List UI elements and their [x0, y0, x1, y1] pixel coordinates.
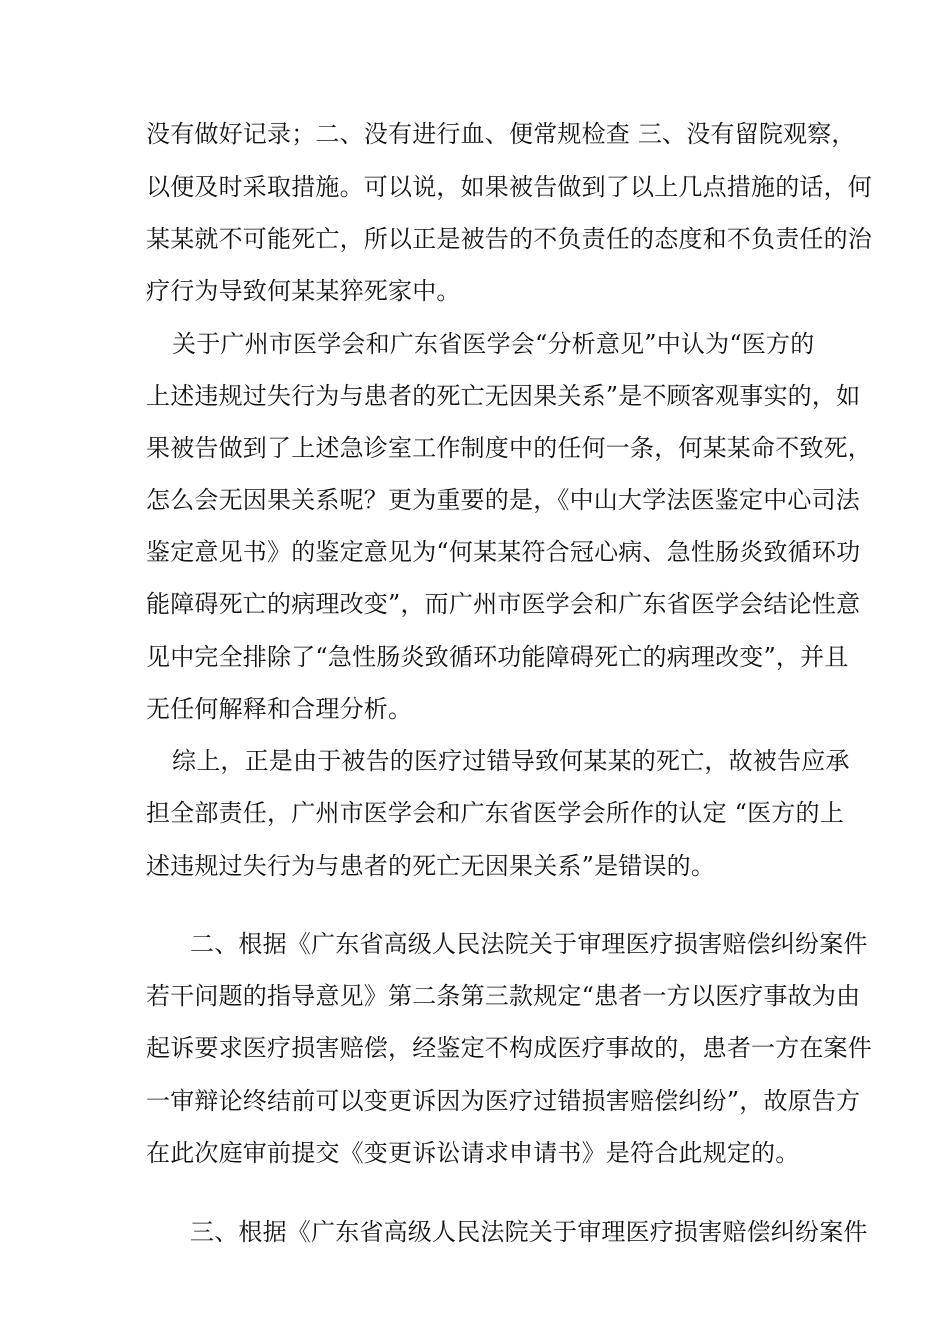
text-line: 起诉要求医疗损害赔偿，经鉴定不构成医疗事故的，患者一方在案件: [146, 1034, 872, 1062]
text-line: 综上，正是由于被告的医疗过错导致何某某的死亡，故被告应承: [172, 747, 850, 775]
text-line: 述违规过失行为与患者的死亡无因果关系”是错误的。: [146, 852, 716, 880]
text-line: 能障碍死亡的病理改变”，而广州市医学会和广东省医学会结论性意: [146, 590, 861, 618]
text-line: 没有做好记录；二、没有进行血、便常规检查 三、没有留院观察，: [146, 120, 856, 148]
text-line: 果被告做到了上述急诊室工作制度中的任何一条，何某某命不致死，: [146, 434, 872, 462]
text-line: 怎么会无因果关系呢？更为重要的是，《中山大学法医鉴定中心司法: [146, 486, 860, 514]
text-line: 在此次庭审前提交《变更诉讼请求申请书》是符合此规定的。: [146, 1139, 800, 1167]
text-line: 二、根据《广东省高级人民法院关于审理医疗损害赔偿纠纷案件: [190, 930, 868, 958]
text-line: 无任何解释和合理分析。: [146, 695, 413, 723]
text-line: 以便及时采取措施。可以说，如果被告做到了以上几点措施的话，何: [146, 173, 872, 201]
text-line: 关于广州市医学会和广东省医学会“分析意见”中认为“医方的: [172, 330, 815, 358]
text-line: 一审辩论终结前可以变更诉因为医疗过错损害赔偿纠纷”，故原告方: [146, 1087, 861, 1115]
text-line: 上述违规过失行为与患者的死亡无因果关系”是不顾客观事实的，如: [146, 382, 861, 410]
text-line: 某某就不可能死亡，所以正是被告的不负责任的态度和不负责任的治: [146, 225, 872, 253]
text-line: 见中完全排除了“急性肠炎致循环功能障碍死亡的病理改变”，并且: [146, 643, 849, 671]
text-line: 疗行为导致何某某猝死家中。: [146, 277, 461, 305]
text-line: 鉴定意见书》的鉴定意见为“何某某符合冠心病、急性肠炎致循环功: [146, 538, 861, 566]
text-line: 担全部责任，广州市医学会和广东省医学会所作的认定 “医方的上: [146, 799, 844, 827]
text-line: 三、根据《广东省高级人民法院关于审理医疗损害赔偿纠纷案件: [190, 1218, 868, 1246]
text-line: 若干问题的指导意见》第二条第三款规定“患者一方以医疗事故为由: [146, 982, 861, 1010]
